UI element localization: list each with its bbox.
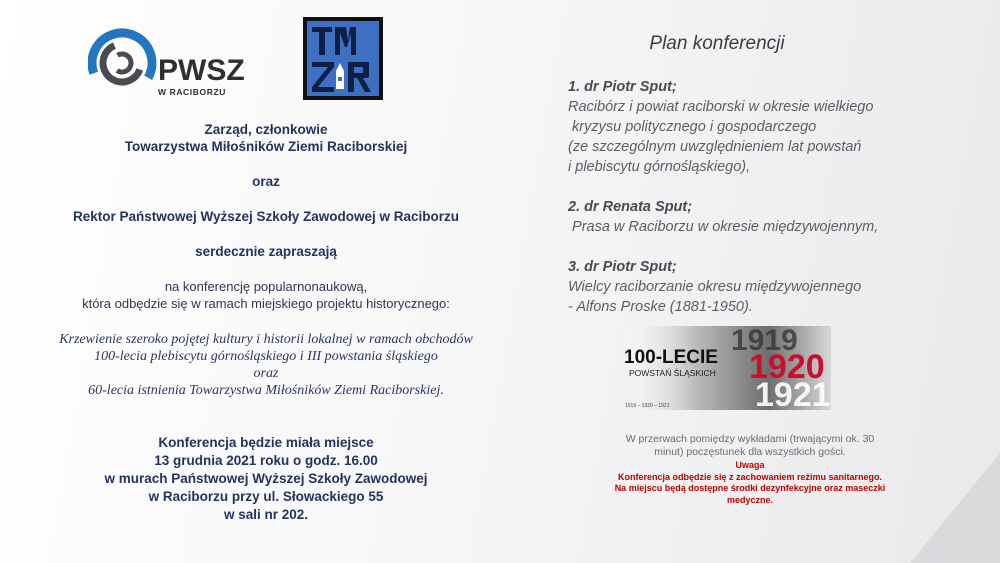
pwsz-logo-text: PWSZ	[158, 54, 245, 87]
banner-year-back: 1919	[731, 326, 798, 357]
lecture-1-speaker: 1. dr Piotr Sput;	[568, 79, 677, 95]
warning-title: Uwaga	[735, 460, 765, 470]
break-note	[600, 433, 900, 459]
venue-line-2: 13 grudnia 2021 roku o godz. 16.00	[154, 453, 378, 468]
warning-line-2: Na miejscu będą dostępne środki dezynfekcyjne oraz maseczki	[614, 483, 886, 493]
lecture-1-line-2: kryzysu politycznego i gospodarczego	[568, 119, 817, 135]
lecture-1-line-4: i plebiscytu górnośląskiego),	[568, 159, 751, 175]
project-and: oraz	[253, 366, 279, 381]
venue-line-3: w murach Państwowej Wyższej Szkoły Zawodowej	[104, 471, 428, 486]
lecture-3-line-2: - Alfons Proske (1881-1950).	[568, 299, 753, 315]
lecture-3	[568, 257, 861, 317]
plan-title: Plan konferencji	[649, 33, 785, 54]
venue-line-1: Konferencja będzie miała miejsce	[158, 435, 374, 450]
banner-year-1921: 1921	[755, 376, 831, 410]
project-line-3: 60-lecia istnienia Towarzystwa Miłośników Ziemi Raciborskiej.	[88, 383, 444, 398]
sanitary-warning	[600, 460, 900, 506]
break-note-line-2: minut) poczęstunek dla wszystkich gości.	[654, 446, 846, 458]
tmzr-emblem-icon	[303, 17, 383, 100]
banner-year-1920: 1920	[749, 348, 825, 386]
conference-line-2: która odbędzie się w ramach miejskiego projektu historycznego:	[82, 296, 450, 311]
lecture-2-line-1: Prasa w Raciborzu w okresie międzywojennym,	[568, 219, 879, 235]
hosts-line-1: Zarząd, członkowie	[204, 122, 328, 137]
tmzr-logo	[303, 17, 383, 100]
hosts-line-2: Towarzystwa Miłośników Ziemi Raciborskiej	[124, 139, 408, 154]
lecture-2	[568, 197, 878, 237]
banner-main-text: 100-LECIE	[624, 347, 718, 368]
banner-years-small: 1919 – 1920 – 1921	[625, 403, 670, 409]
pwsz-logo	[88, 28, 263, 98]
rector-line: Rektor Państwowej Wyższej Szkoły Zawodowej w Raciborzu	[72, 209, 460, 224]
pwsz-emblem-icon	[88, 28, 158, 98]
venue-line-4: w Raciborzu przy ul. Słowackiego 55	[148, 489, 384, 504]
banner-sub-text: POWSTAŃ ŚLĄSKICH	[629, 368, 716, 378]
decorative-corner	[910, 453, 1000, 563]
project-line-2: 100-lecia plebiscytu górnośląskiego i III powstania śląskiego	[94, 349, 438, 364]
invite-line: serdecznie zapraszają	[195, 244, 337, 259]
lecture-3-speaker: 3. dr Piotr Sput;	[568, 259, 677, 275]
break-note-line-1: W przerwach pomiędzy wykładami (trwającymi ok. 30	[625, 433, 875, 445]
anniversary-banner	[621, 326, 831, 410]
project-line-1: Krzewienie szeroko pojętej kultury i historii lokalnej w ramach obchodów	[59, 332, 473, 347]
venue-line-5: w sali nr 202.	[223, 507, 309, 522]
lecture-3-line-1: Wielcy raciborzanie okresu międzywojennego	[568, 279, 862, 295]
lecture-1	[568, 77, 873, 177]
conference-line-1: na konferencję popularnonaukową,	[164, 279, 368, 294]
warning-line-1: Konferencja odbędzie się z zachowaniem reżimu sanitarnego.	[617, 471, 883, 482]
and-connector-1: oraz	[252, 174, 280, 189]
lecture-1-line-3: (ze szczególnym uwzględnieniem lat powstań	[568, 139, 862, 155]
lecture-2-speaker: 2. dr Renata Sput;	[568, 199, 693, 215]
warning-line-3: medyczne.	[726, 494, 774, 505]
pwsz-logo-subtext: W RACIBORZU	[158, 87, 226, 97]
lecture-1-line-1: Racibórz i powiat raciborski w okresie wielkiego	[568, 99, 874, 115]
